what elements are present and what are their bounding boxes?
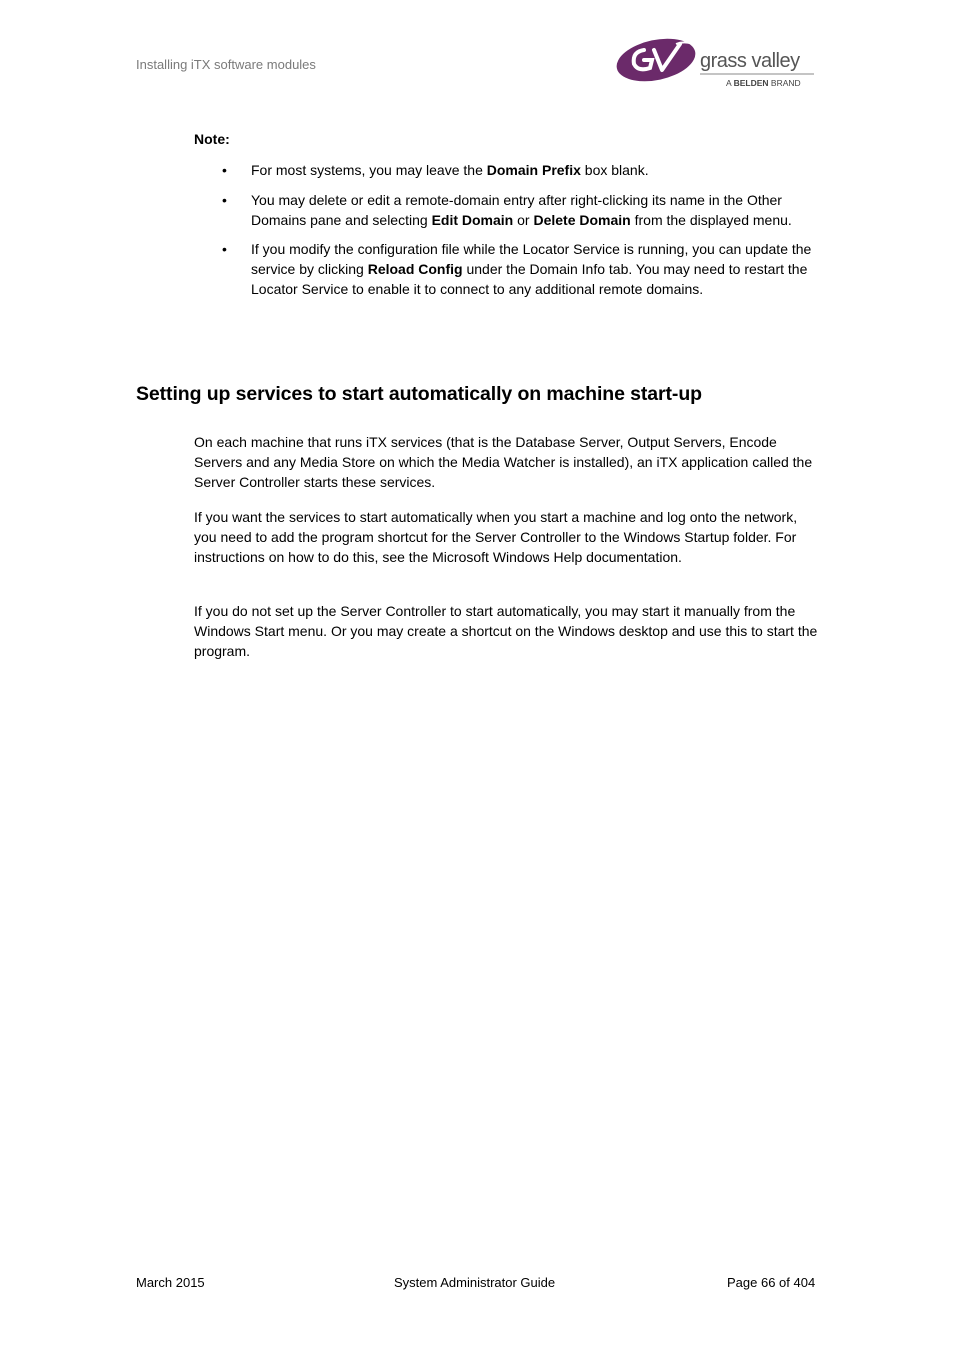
note-text: box blank. — [580, 162, 649, 178]
note-text: from the displayed menu. — [630, 211, 792, 228]
svg-text:A BELDEN BRAND: A BELDEN BRAND — [726, 78, 801, 88]
note-text: under the Domain Info tab. You may need to restart the Locator Service to enable it to connect to any additional remote domains. — [251, 261, 808, 297]
footer-page-number: Page 66 of 404 — [727, 1275, 816, 1290]
ui-term: Reload Config — [367, 261, 463, 278]
note-text: You may delete or edit a remote-domain entry after right-clicking its name in the Other Domains pane and selecting — [251, 191, 782, 228]
note-list-item — [194, 240, 824, 299]
ui-term: Delete Domain — [533, 211, 631, 228]
note-text: For most systems, you may leave the — [251, 162, 487, 178]
footer-doc-title: System Administrator Guide — [394, 1275, 556, 1290]
ui-term: Edit Domain — [431, 211, 514, 228]
note-text: If you modify the configuration file while the Locator Service is running, you can update the service by clicking — [251, 241, 812, 278]
bullet-icon: • — [222, 162, 227, 178]
section-heading: Setting up services to start automatically on machine start-up — [136, 383, 702, 405]
body-paragraph: On each machine that runs iTX services (that is the Database Server, Output Servers, Encode Servers and any Media Store on which the Media Watcher is installed), an iTX application called the Server Controller starts these services. — [194, 434, 813, 490]
bullet-icon: • — [222, 241, 227, 258]
bullet-icon: • — [222, 191, 227, 208]
logo-brand-text: grass valley — [700, 50, 800, 72]
body-paragraph: If you want the services to start automatically when you start a machine and log onto the network, you need to add the program shortcut for the Server Controller to the Windows Startup folder. For instructions on how to do this, see the Microsoft Windows Help documentation. — [194, 509, 798, 565]
ui-term: Domain Prefix — [486, 162, 581, 178]
note-list — [194, 161, 824, 310]
note-label: Note: — [194, 131, 230, 147]
note-text: or — [513, 211, 534, 228]
grass-valley-logo — [614, 36, 818, 90]
note-list-item — [194, 191, 824, 231]
footer-date: March 2015 — [136, 1275, 205, 1290]
note-list-item — [194, 161, 824, 181]
body-paragraph: If you do not set up the Server Controller to start automatically, you may start it manually from the Windows Start menu. Or you may create a shortcut on the Windows desktop and use this to start the program. — [194, 603, 818, 659]
running-header: Installing iTX software modules — [136, 57, 316, 72]
